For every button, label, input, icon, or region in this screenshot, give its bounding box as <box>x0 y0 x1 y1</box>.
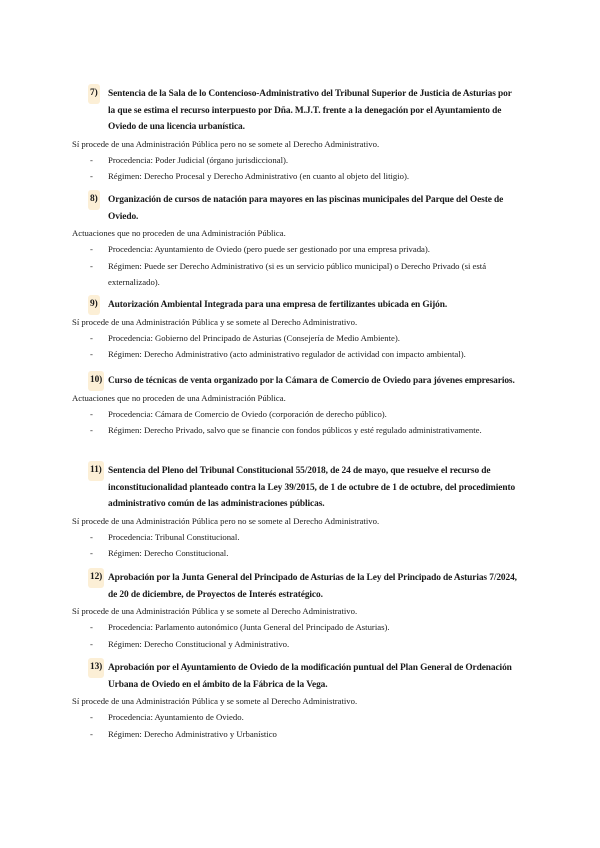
dash-bullet-icon: - <box>90 260 93 271</box>
item-number: 9) <box>88 295 100 315</box>
list-item <box>0 570 600 652</box>
item-summary: Actuaciones que no proceden de una Administración Pública. <box>72 228 286 238</box>
item-bullet: Régimen: Derecho Administrativo (acto administrativo regulador de actividad con impacto ambiental). <box>108 349 466 359</box>
item-title: Aprobación por la Junta General del Principado de Asturias de la Ley del Principado de Asturias 7/2024, de 20 de diciembre, de Proyectos de Interés estratégico. <box>108 573 517 600</box>
item-summary: Sí procede de una Administración Pública y se somete al Derecho Administrativo. <box>72 696 358 706</box>
item-bullet: Procedencia: Ayuntamiento de Oviedo (pero puede ser gestionado por una empresa privada). <box>108 244 430 254</box>
item-bullet: Régimen: Puede ser Derecho Administrativo (si es un servicio público municipal) o Derecho Privado (si está externalizado). <box>108 260 487 287</box>
item-summary: Sí procede de una Administración Pública pero no se somete al Derecho Administrativo. <box>72 515 380 526</box>
item-title: Organización de cursos de natación para mayores en las piscinas municipales del Parque del Oeste de Oviedo. <box>108 195 504 222</box>
item-bullet: Procedencia: Tribunal Constitucional. <box>108 531 240 542</box>
item-bullet: Procedencia: Gobierno del Principado de Asturias (Consejería de Medio Ambiente). <box>108 332 400 343</box>
item-title: Autorización Ambiental Integrada para una empresa de fertilizantes ubicada en Gijón. <box>108 300 448 310</box>
item-summary: Actuaciones que no proceden de una Administración Pública. <box>72 392 286 403</box>
dash-bullet-icon: - <box>90 408 93 419</box>
list-item <box>0 373 600 439</box>
item-number: 7) <box>88 84 100 104</box>
list-item <box>0 297 600 363</box>
item-bullet: Régimen: Derecho Privado, salvo que se financie con fondos públicos y esté regulado administrativamente. <box>108 425 482 435</box>
item-title: Sentencia del Pleno del Tribunal Constitucional 55/2018, de 24 de mayo, que resuelve el recurso de inconstitucionalidad planteado contra la Ley 39/2015, de 1 de octubre de 1 de octubre, del procedimiento administrativo común de las administraciones públicas. <box>108 466 516 509</box>
list-item <box>0 192 600 291</box>
dash-bullet-icon: - <box>90 531 93 542</box>
item-bullet: Régimen: Derecho Administrativo y Urbanístico <box>108 728 277 739</box>
item-number: 11) <box>88 461 104 481</box>
dash-bullet-icon: - <box>90 244 93 254</box>
dash-bullet-icon: - <box>90 712 93 722</box>
item-title: Sentencia de la Sala de lo Contencioso-Administrativo del Tribunal Superior de Justicia de Asturias por la que se estima el recurso interpuesto por Dña. M.J.T. frente a la denegación por el Ayuntamiento de Oviedo de una licencia urbanística. <box>108 89 512 132</box>
item-bullet: Régimen: Derecho Constitucional y Administrativo. <box>108 638 290 649</box>
item-bullet: Régimen: Derecho Constitucional. <box>108 548 229 558</box>
item-title: Aprobación por el Ayuntamiento de Oviedo de la modificación puntual del Plan General de Ordenación Urbana de Oviedo en el ámbito de la Fábrica de la Vega. <box>108 663 512 690</box>
dash-bullet-icon: - <box>90 548 93 558</box>
item-bullet: Procedencia: Poder Judicial (órgano jurisdiccional). <box>108 154 289 165</box>
dash-bullet-icon: - <box>90 154 93 165</box>
item-bullet: Procedencia: Ayuntamiento de Oviedo. <box>108 712 244 722</box>
item-summary: Sí procede de una Administración Pública y se somete al Derecho Administrativo. <box>72 316 358 327</box>
item-bullet: Procedencia: Parlamento autonómico (Junta General del Principado de Asturias). <box>108 622 390 632</box>
dash-bullet-icon: - <box>90 332 93 343</box>
dash-bullet-icon: - <box>90 622 93 632</box>
item-number: 10) <box>88 371 104 391</box>
item-number: 8) <box>88 190 100 210</box>
dash-bullet-icon: - <box>90 425 93 435</box>
dash-bullet-icon: - <box>90 171 93 181</box>
dash-bullet-icon: - <box>90 728 93 739</box>
item-number: 12) <box>88 568 104 588</box>
list-item <box>0 463 600 562</box>
list-item <box>0 86 600 185</box>
item-number: 13) <box>88 658 104 678</box>
item-summary: Sí procede de una Administración Pública y se somete al Derecho Administrativo. <box>72 606 358 616</box>
item-bullet: Régimen: Derecho Procesal y Derecho Administrativo (en cuanto al objeto del litigio). <box>108 171 410 181</box>
item-bullet: Procedencia: Cámara de Comercio de Oviedo (corporación de derecho público). <box>108 408 387 419</box>
dash-bullet-icon: - <box>90 638 93 649</box>
item-summary: Sí procede de una Administración Pública pero no se somete al Derecho Administrativo. <box>72 138 380 149</box>
dash-bullet-icon: - <box>90 349 93 359</box>
item-title: Curso de técnicas de venta organizado por la Cámara de Comercio de Oviedo para jóvenes empresarios. <box>108 376 515 386</box>
list-item <box>0 660 600 742</box>
